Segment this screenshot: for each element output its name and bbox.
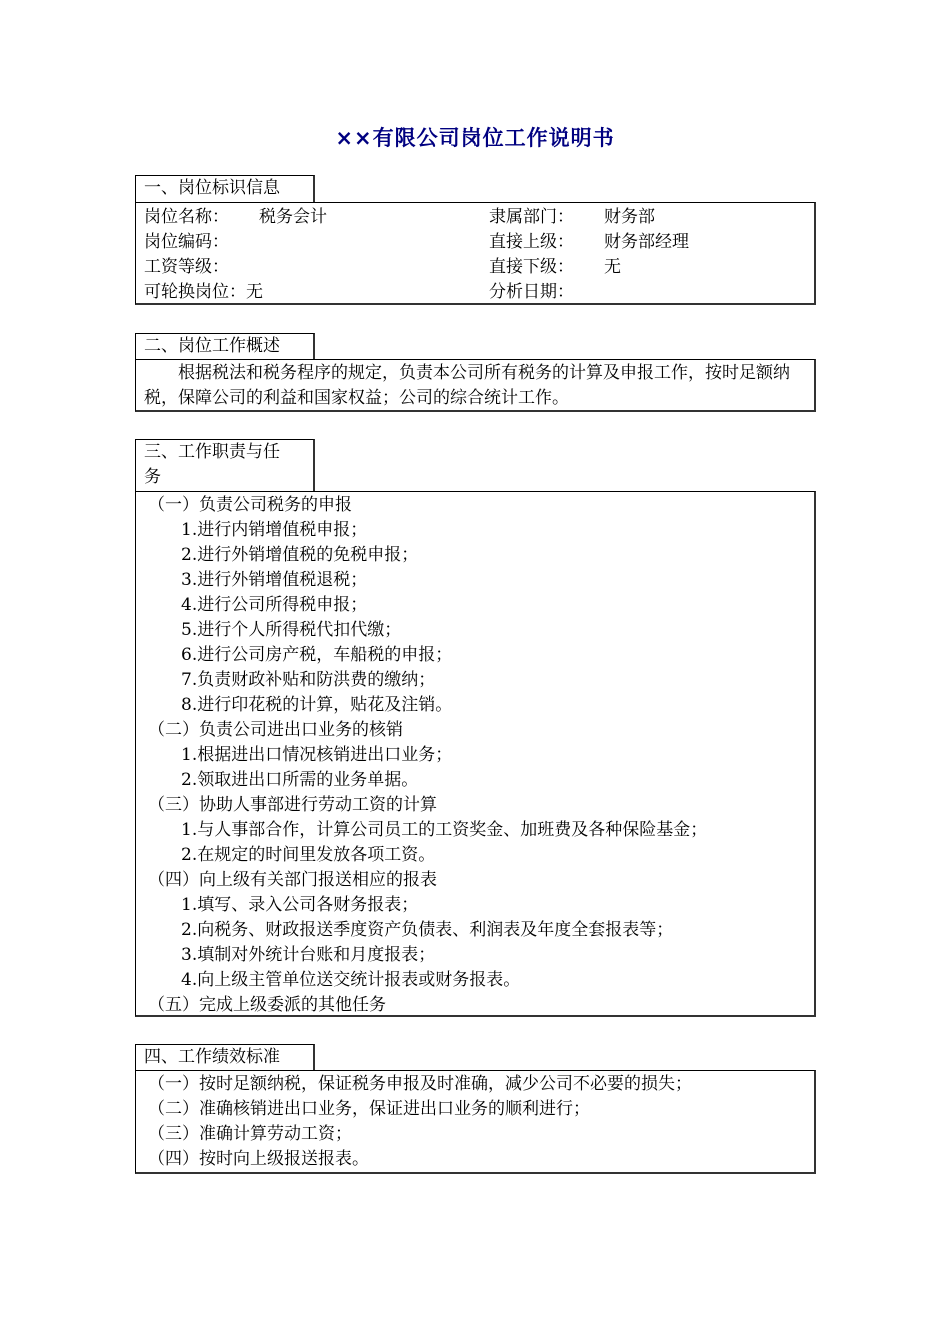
duty-item: 4.进行公司所得税申报； [181,595,368,615]
duty-item: 7.负责财政补贴和防洪费的缴纳； [181,670,436,690]
performance-standard: （三）准确计算劳动工资； [148,1124,352,1144]
duty-item: 5.进行个人所得税代扣代缴； [181,620,402,640]
duty-group: （二）负责公司进出口业务的核销 [148,720,403,740]
duty-group: （五）完成上级委派的其他任务 [148,995,386,1015]
section3-heading [135,439,315,492]
duty-item: 6.进行公司房产税，车船税的申报； [181,645,453,665]
duty-item: 3.进行外销增值税退税； [181,570,368,590]
analysis-date-label: 分析日期： [489,282,574,302]
duty-item: 1.填写、录入公司各财务报表； [181,895,419,915]
duty-item: 1.根据进出口情况核销进出口业务； [181,745,453,765]
duty-item: 1.进行内销增值税申报； [181,520,368,540]
duty-item: 8.进行印花税的计算，贴花及注销。 [181,695,453,715]
section2-heading: 二、岗位工作概述 [135,333,315,360]
direct-subordinate-label: 直接下级： [489,257,574,277]
department-value: 财务部 [604,207,655,227]
info-row [144,230,814,255]
info-row [144,280,814,305]
section4-box [135,1070,816,1174]
department-label: 隶属部门： [489,207,574,227]
direct-superior-label: 直接上级： [489,232,574,252]
duty-item: 2.向税务、财政报送季度资产负债表、利润表及年度全套报表等； [181,920,674,940]
document-title: ××有限公司岗位工作说明书 [335,126,615,150]
direct-subordinate-value: 无 [604,257,621,277]
section3-box [135,491,816,1017]
rotation-label: 可轮换岗位：无 [144,282,263,302]
direct-superior-value: 财务部经理 [604,232,689,252]
salary-grade-label: 工资等级： [144,257,229,277]
duty-item: 4.向上级主管单位送交统计报表或财务报表。 [181,970,521,990]
job-summary-text: 根据税法和税务程序的规定，负责本公司所有税务的计算及申报工作，按时足额纳税，保障公司的利益和国家权益；公司的综合统计工作。 [144,363,790,408]
performance-standard: （二）准确核销进出口业务，保证进出口业务的顺利进行； [148,1099,590,1119]
section4-heading: 四、工作绩效标准 [135,1044,315,1071]
section3-heading-line2: 务 [144,467,161,487]
info-row [144,255,814,280]
duty-item: 2.进行外销增值税的免税申报； [181,545,419,565]
performance-standard: （一）按时足额纳税，保证税务申报及时准确，减少公司不必要的损失； [148,1074,692,1094]
duty-item: 3.填制对外统计台账和月度报表； [181,945,436,965]
duty-group: （三）协助人事部进行劳动工资的计算 [148,795,437,815]
position-name-value: 税务会计 [259,207,327,227]
section1-box [135,202,816,305]
info-row [144,205,814,230]
section2-box [135,359,816,412]
duty-item: 1.与人事部合作，计算公司员工的工资奖金、加班费及各种保险基金； [181,820,708,840]
position-code-label: 岗位编码： [144,232,229,252]
duty-group: （一）负责公司税务的申报 [148,495,352,515]
section1-heading: 一、岗位标识信息 [135,175,315,203]
duty-group: （四）向上级有关部门报送相应的报表 [148,870,437,890]
section3-heading-line1: 三、工作职责与任 [144,442,280,462]
performance-standard: （四）按时向上级报送报表。 [148,1149,369,1169]
duty-item: 2.领取进出口所需的业务单据。 [181,770,419,790]
position-name-label: 岗位名称： [144,207,229,227]
duty-item: 2.在规定的时间里发放各项工资。 [181,845,436,865]
